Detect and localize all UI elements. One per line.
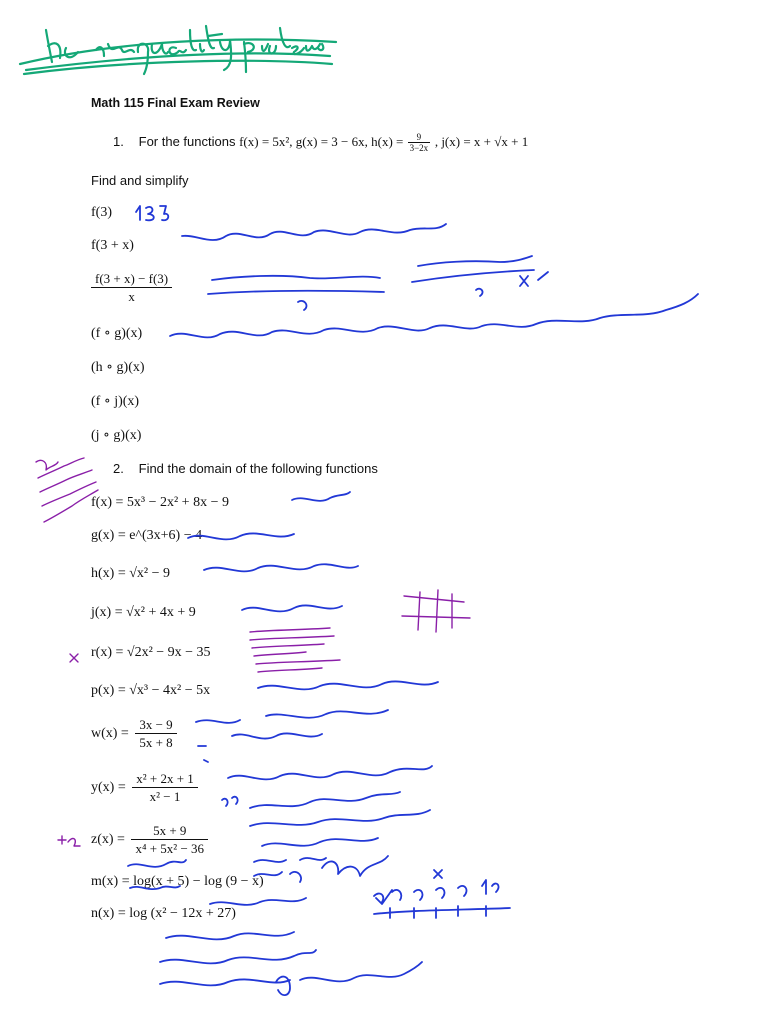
- function-z-lhs: z(x) =: [91, 831, 125, 847]
- question-1-prompt: Find and simplify: [91, 173, 189, 188]
- question-1-defs: f(x) = 5x², g(x) = 3 − 6x, h(x) =: [239, 133, 407, 149]
- question-2-prompt: Find the domain of the following functions: [138, 461, 378, 476]
- expr-f-compose-j: (f ∘ j)(x): [91, 394, 140, 409]
- question-1-intro: For the functions: [138, 133, 240, 149]
- function-f: f(x) = 5x³ − 2x² + 8x − 9: [91, 495, 229, 510]
- page-title: Math 115 Final Exam Review: [91, 96, 260, 110]
- function-y-numerator: x² + 2x + 1: [132, 770, 198, 788]
- function-y-fraction: [132, 770, 198, 805]
- function-m: m(x) = log(x + 5) − log (9 − x): [91, 874, 264, 889]
- function-w-lhs: w(x) =: [91, 725, 129, 741]
- question-1-line: [113, 132, 528, 153]
- function-r: r(x) = √2x² − 9x − 35: [91, 645, 211, 660]
- function-h: h(x) = √x² − 9: [91, 566, 170, 581]
- expr-f-of-3-plus-x: f(3 + x): [91, 238, 134, 253]
- difference-quotient-numerator: f(3 + x) − f(3): [91, 270, 172, 288]
- function-z-denominator: x⁴ + 5x² − 36: [135, 841, 205, 856]
- question-2-number: 2.: [113, 461, 124, 476]
- function-w-fraction: [135, 716, 176, 751]
- function-n: n(x) = log (x² − 12x + 27): [91, 906, 236, 921]
- function-z-numerator: 5x + 9: [131, 822, 208, 840]
- function-p: p(x) = √x³ − 4x² − 5x: [91, 683, 211, 698]
- function-y: [91, 770, 198, 805]
- expr-f-compose-g: (f ∘ g)(x): [91, 326, 143, 341]
- difference-quotient-fraction: [91, 270, 172, 305]
- function-z-fraction: [131, 822, 208, 857]
- h-denominator: 3−2x: [409, 143, 429, 153]
- function-y-denominator: x² − 1: [149, 789, 181, 804]
- function-w: [91, 716, 177, 751]
- question-2-line: [113, 461, 378, 476]
- function-w-denominator: 5x + 8: [139, 735, 173, 750]
- h-numerator: 9: [408, 132, 431, 143]
- function-j: j(x) = √x² + 4x + 9: [91, 605, 196, 620]
- function-g: g(x) = e^(3x+6) − 4: [91, 528, 203, 543]
- expr-j-compose-g: (j ∘ g)(x): [91, 428, 142, 443]
- expr-h-compose-g: (h ∘ g)(x): [91, 360, 145, 375]
- h-fraction: [408, 132, 431, 153]
- question-1-defs-rest: , j(x) = x + √x + 1: [434, 133, 529, 149]
- function-z: [91, 822, 208, 857]
- expr-f-of-3: f(3): [91, 205, 112, 220]
- function-w-numerator: 3x − 9: [135, 716, 176, 734]
- function-y-lhs: y(x) =: [91, 779, 126, 795]
- question-1-number: 1.: [113, 133, 124, 149]
- difference-quotient-denominator: x: [128, 289, 135, 304]
- expr-difference-quotient: [91, 270, 172, 305]
